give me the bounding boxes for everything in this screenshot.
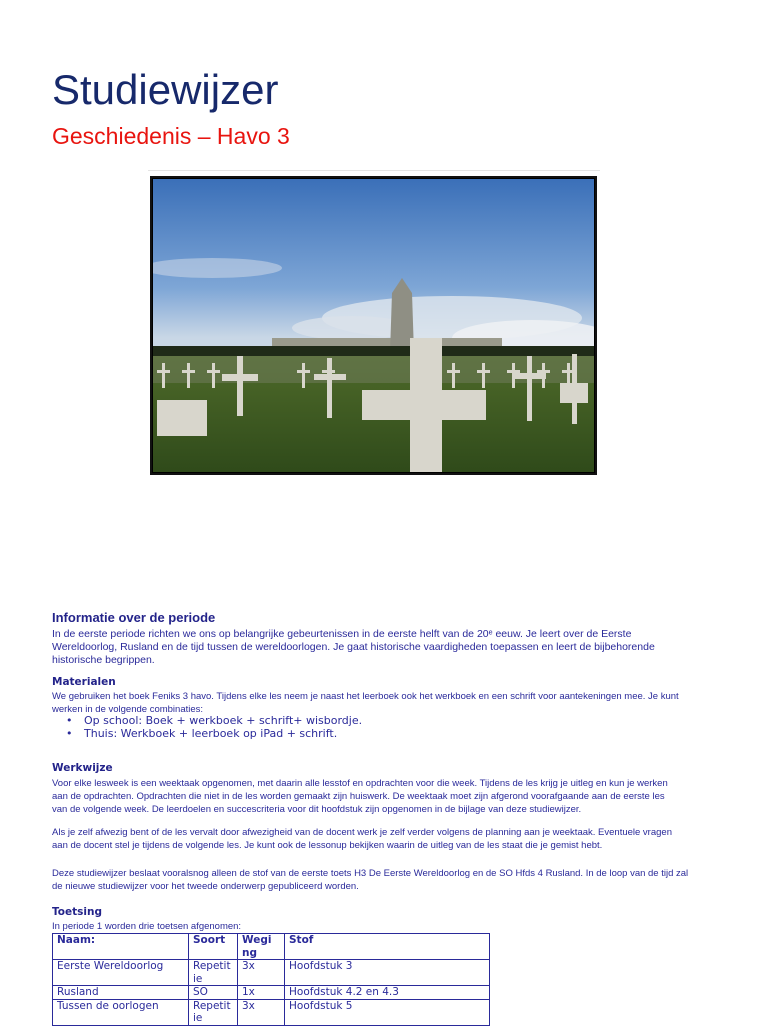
cell: Hoofdstuk 4.2 en 4.3	[285, 986, 490, 1000]
cell: 3x	[238, 960, 285, 986]
divider	[148, 170, 600, 171]
cell: SO	[189, 986, 238, 1000]
cemetery-illustration	[152, 178, 595, 473]
cemetery-photo	[150, 176, 597, 475]
cell: 3x	[238, 999, 285, 1025]
werkwijze-heading: Werkwijze	[52, 762, 113, 774]
list-item: • Op school: Boek + werkboek + schrift+ wisbordje.	[52, 714, 362, 727]
toetsing-heading: Toetsing	[52, 906, 102, 918]
werkwijze-p3-line-2: de nieuwe studiewijzer voor het tweede onderwerp gepubliceerd worden.	[52, 881, 359, 892]
werkwijze-p1-line-2: aan de opdrachten. Opdrachten die niet in de les worden gemaakt zijn huiswerk. De weektaak moet zijn afgerond voorafgaande aan de eerste les	[52, 791, 665, 802]
materialen-heading: Materialen	[52, 676, 116, 688]
page-subtitle: Geschiedenis – Havo 3	[52, 123, 290, 149]
werkwijze-p2-line-2: aan de docent stel je tijdens de volgende les. Je kunt ook de lessonup bekijken waarin de uitleg van de les staat die je gemist hebt.	[52, 840, 603, 851]
cell: Rusland	[53, 986, 189, 1000]
werkwijze-p1-line-3: van de volgende week. De leerdoelen en succescriteria voor dit hoofdstuk zijn opgenomen in de bijlage van deze studiewijzer.	[52, 804, 582, 815]
list-item: • Thuis: Werkboek + leerboek op iPad + schrift.	[52, 727, 362, 740]
cell: Repetit ie	[189, 960, 238, 986]
werkwijze-p1-line-1: Voor elke lesweek is een weektaak opgenomen, met daarin alle lesstof en opdrachten voor die week. Tijdens de les krijg je uitleg en kun je werken	[52, 778, 668, 789]
toetsing-intro: In periode 1 worden drie toetsen afgenomen:	[52, 921, 242, 932]
cell: Hoofdstuk 3	[285, 960, 490, 986]
table-row	[53, 960, 490, 986]
materialen-list	[52, 714, 362, 740]
cell: Repetit ie	[189, 999, 238, 1025]
col-soort: Soort	[189, 934, 238, 960]
materialen-line-2: werken in de volgende combinaties:	[52, 704, 204, 715]
cell: Eerste Wereldoorlog	[53, 960, 189, 986]
info-line-2: Wereldoorlog, Rusland en de tijd tussen de wereldoorlogen. Je gaat historische vaardigheden toepassen en leert de bijbehorende	[52, 641, 655, 653]
cell: 1x	[238, 986, 285, 1000]
col-naam: Naam:	[53, 934, 189, 960]
werkwijze-p3-line-1: Deze studiewijzer beslaat vooralsnog alleen de stof van de eerste toets H3 De Eerste Wereldoorlog en de SO Hfds 4 Rusland. In de loop van de tijd zal	[52, 868, 689, 879]
cell: Tussen de oorlogen	[53, 999, 189, 1025]
materialen-line-1: We gebruiken het boek Feniks 3 havo. Tijdens elke les neem je naast het leerboek ook het werkboek en een schrift voor aantekeningen mee. Je kunt	[52, 691, 679, 702]
col-stof: Stof	[285, 934, 490, 960]
cell: Hoofdstuk 5	[285, 999, 490, 1025]
table-header-row	[53, 934, 490, 960]
info-line-1: In de eerste periode richten we ons op belangrijke gebeurtenissen in de eerste helft van de 20ᵉ eeuw. Je leert over de Eerste	[52, 628, 632, 640]
page-title: Studiewijzer	[52, 66, 279, 113]
info-line-3: historische begrippen.	[52, 654, 155, 666]
table-row	[53, 999, 490, 1025]
table-row	[53, 986, 490, 1000]
werkwijze-p2-line-1: Als je zelf afwezig bent of de les vervalt door afwezigheid van de docent werk je zelf verder volgens de planning aan je weektaak. Eventuele vragen	[52, 827, 672, 838]
col-weging: Wegi ng	[238, 934, 285, 960]
tests-table	[52, 933, 490, 1026]
info-heading: Informatie over de periode	[52, 610, 216, 625]
